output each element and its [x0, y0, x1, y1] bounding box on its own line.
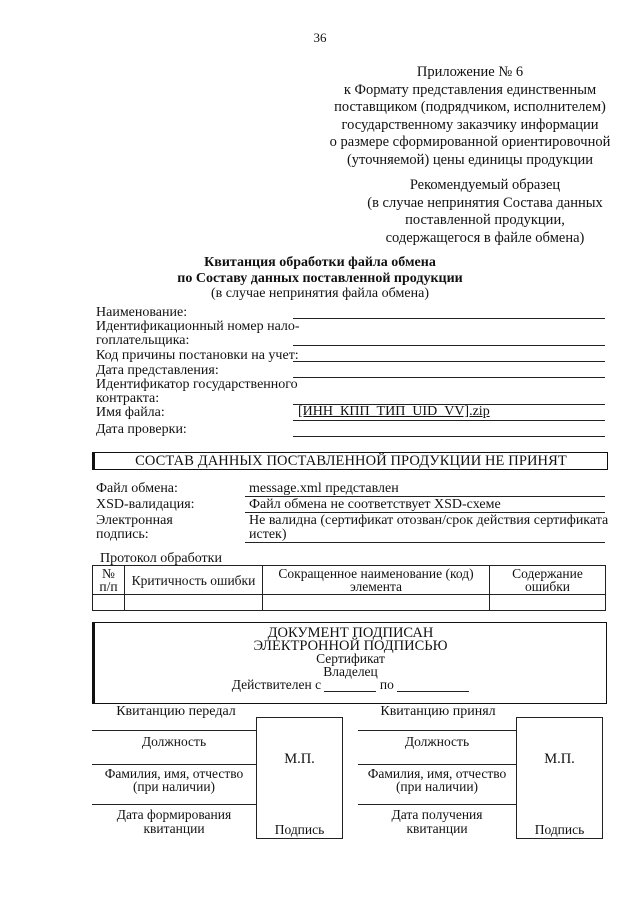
file-label: Файл обмена: — [96, 481, 178, 496]
status-banner: СОСТАВ ДАННЫХ ПОСТАВЛЕННОЙ ПРОДУКЦИИ НЕ ПРИНЯТ — [92, 452, 608, 470]
sample-line: содержащегося в файле обмена) — [385, 229, 585, 246]
sender-title: Квитанцию передал — [116, 704, 236, 719]
sample-line: (в случае непринятия Состава данных — [367, 194, 603, 211]
file-value: message.xml представлен — [249, 481, 399, 496]
appendix-line: о размере сформированной ориентировочной — [329, 134, 611, 150]
field-label-check-date: Дата проверки: — [96, 422, 187, 437]
protocol-title: Протокол обработки — [100, 551, 222, 566]
receiver-date-label-1: Дата получения — [391, 807, 483, 822]
receiver-name-label-2: (при наличии) — [395, 779, 479, 794]
appendix-line: Приложение № 6 — [416, 64, 524, 80]
table-row — [93, 595, 606, 611]
col-criticality-label: Критичность ошибки — [131, 572, 256, 588]
sender-stamp-box — [256, 717, 343, 839]
table-cell — [490, 595, 606, 611]
field-line-date — [293, 377, 605, 378]
col-content-line-2: ошибки — [524, 579, 571, 594]
filename-value: [ИНН_КПП_ТИП_UID_VV].zip — [298, 404, 490, 419]
receiver-position-line — [358, 730, 516, 731]
receiver-position-label: Должность — [404, 734, 470, 749]
sender-date-label-1: Дата формирования — [116, 807, 232, 822]
col-number-line-1: № — [102, 566, 115, 581]
table-header-row — [93, 566, 606, 595]
receiver-sign-label: Подпись — [534, 822, 585, 837]
field-label-contract-2: контракта: — [96, 391, 160, 406]
sender-date-label-2: квитанции — [143, 821, 205, 836]
col-element — [263, 566, 490, 595]
signature-line — [245, 542, 605, 543]
receiver-date-line — [358, 804, 516, 805]
col-element-line-1: Сокращенное наименование (код) — [278, 566, 474, 581]
sender-position-label: Должность — [141, 734, 207, 749]
field-line-filename — [293, 420, 605, 421]
signature-label-1: Электронная — [96, 513, 173, 528]
appendix-line: поставщиком (подрядчиком, исполнителем) — [334, 99, 606, 115]
title-line-1: Квитанция обработки файла обмена — [204, 255, 436, 270]
col-content — [490, 566, 606, 595]
receiver-stamp-box — [516, 717, 603, 839]
sender-stamp-label: М.П. — [284, 751, 315, 767]
valid-from-blank — [324, 679, 376, 692]
table-cell — [263, 595, 490, 611]
xsd-value: Файл обмена не соответствует XSD-схеме — [249, 497, 501, 512]
col-content-line-1: Содержание — [512, 566, 583, 581]
field-value-filename — [298, 404, 490, 420]
appendix-line: к Формату представления единственным — [343, 81, 597, 98]
table-cell — [125, 595, 263, 611]
col-criticality — [125, 566, 263, 595]
receiver-title: Квитанцию принял — [380, 704, 496, 719]
appendix-header — [320, 64, 620, 169]
valid-to-blank — [397, 679, 469, 692]
col-number-line-2: п/п — [99, 579, 118, 594]
appendix-line: (уточняемой) цены единицы продукции — [346, 151, 594, 168]
owner-label: Владелец — [323, 664, 378, 679]
title-line-2: по Составу данных поставленной продукции — [177, 270, 463, 286]
appendix-line: государственному заказчику информации — [341, 116, 599, 133]
col-element-line-2: элемента — [349, 579, 403, 594]
signature-label-2: подпись: — [96, 527, 149, 542]
xsd-label: XSD-валидация: — [96, 497, 195, 512]
field-label-inn: Идентификационный номер нало- — [96, 319, 300, 334]
signature-value-1: Не валидна (сертификат отозван/срок действия сертификата — [249, 513, 609, 528]
sender-sign-label: Подпись — [274, 822, 325, 837]
valid-from-label: Действителен с — [231, 677, 322, 692]
title-line-3: (в случае непринятия файла обмена) — [210, 286, 430, 301]
field-line-kpp — [293, 361, 605, 362]
sample-line: Рекомендуемый образец — [409, 177, 561, 193]
signature-line-1: ДОКУМЕНТ ПОДПИСАН — [267, 625, 434, 641]
signature-line-2: ЭЛЕКТРОННОЙ ПОДПИСЬЮ — [253, 638, 448, 654]
receiver-name-line — [358, 764, 516, 765]
sender-name-line — [92, 764, 256, 765]
sender-name-label-2: (при наличии) — [132, 779, 216, 794]
sender-position-line — [92, 730, 256, 731]
field-label-kpp: Код причины постановки на учет: — [96, 348, 299, 363]
field-line-name — [293, 318, 605, 319]
sender-name-label-1: Фамилия, имя, отчество — [104, 766, 244, 781]
field-label-name: Наименование: — [96, 305, 188, 320]
field-line-inn — [293, 345, 605, 346]
sample-line: поставленной продукции, — [405, 212, 565, 228]
protocol-table — [92, 565, 606, 611]
field-label-filename: Имя файла: — [96, 405, 165, 420]
sample-note — [335, 177, 635, 247]
document-title — [0, 255, 640, 302]
field-label-inn-2: гоплательщика: — [96, 333, 190, 348]
field-line-check-date — [293, 436, 605, 437]
valid-to-label: по — [379, 677, 394, 692]
signature-value-2: истек) — [249, 527, 287, 542]
validity-row — [95, 678, 606, 692]
receiver-stamp-label: М.П. — [544, 751, 575, 767]
page-number: 36 — [313, 30, 327, 45]
receiver-name-label-1: Фамилия, имя, отчество — [367, 766, 507, 781]
table-cell — [93, 595, 125, 611]
field-label-contract: Идентификатор государственного — [96, 377, 298, 392]
certificate-label: Сертификат — [316, 651, 385, 666]
sender-date-line — [92, 804, 256, 805]
field-label-date: Дата представления: — [96, 363, 219, 378]
col-number — [93, 566, 125, 595]
receiver-date-label-2: квитанции — [406, 821, 468, 836]
